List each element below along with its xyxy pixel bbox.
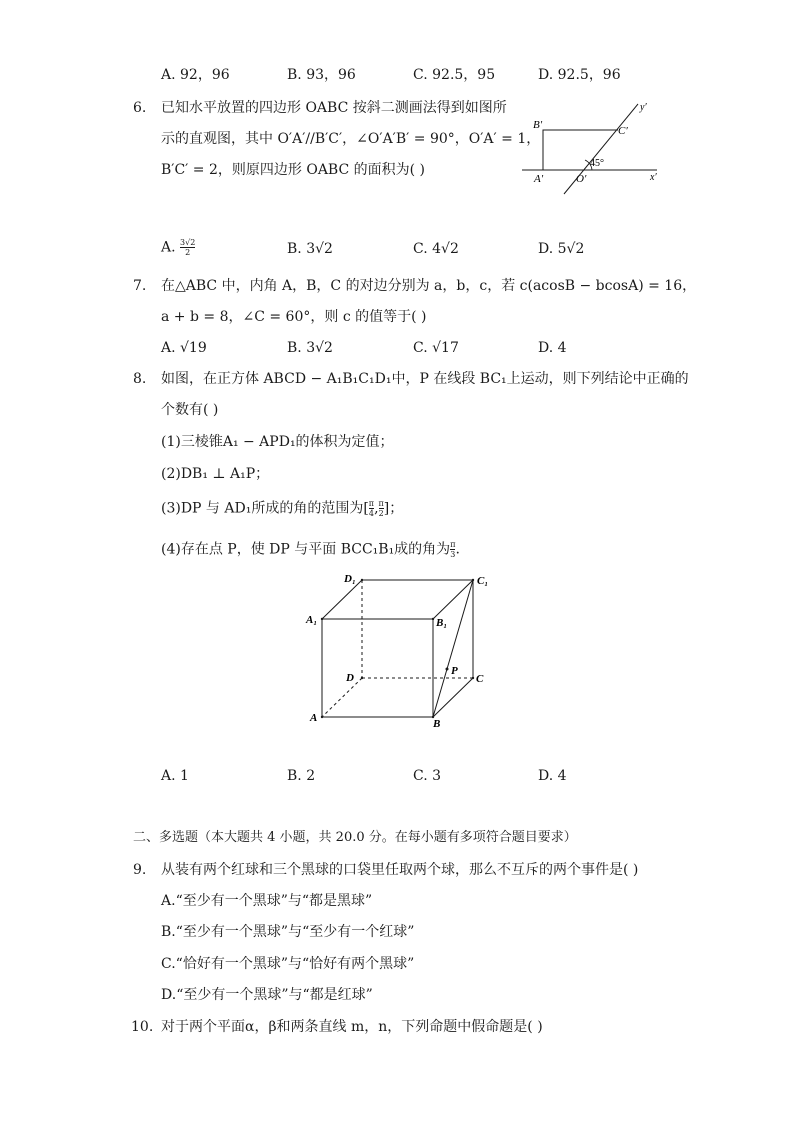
q10-number: 10.	[131, 1019, 154, 1035]
q5-option-c: C. 92.5，95	[413, 67, 496, 83]
q8-stem-line1: 如图，在正方体 ABCD − A₁B₁C₁D₁中，P 在线段 BC₁上运动，则下列结论中正确的	[161, 371, 689, 387]
label-d: D	[346, 672, 354, 684]
label-y: y′	[640, 102, 647, 113]
label-x: x′	[650, 172, 657, 183]
q8-option-a: A. 1	[161, 768, 189, 784]
fraction: $\frac{\pi}{4}$	[368, 499, 375, 518]
q7-number: 7.	[133, 278, 147, 294]
label-c: C′	[618, 125, 628, 137]
q9-stem: 从装有两个红球和三个黑球的口袋里任取两个球，那么不互斥的两个事件是( )	[161, 862, 639, 878]
q9-number: 9.	[133, 862, 147, 878]
vertex-dot	[321, 618, 323, 620]
q9-option-a: A.“至少有一个黑球”与“都是黑球”	[161, 893, 373, 909]
vertex-dot	[321, 716, 323, 718]
q8-statement-3: (3)DP 与 AD₁所成的角的范围为[ $\frac{\pi}{4}$ , $\frac{\pi}{2}$ ]；	[161, 499, 404, 518]
q6-stem-line3: B′C′ = 2，则原四边形 OABC 的面积为( )	[161, 162, 426, 178]
q6-number: 6.	[133, 100, 147, 116]
q6-option-d: D. 5√2	[538, 241, 585, 257]
label-angle: 45°	[590, 158, 604, 169]
fraction: $\frac{\pi}{2}$	[378, 499, 384, 518]
q5-option-b: B. 93，96	[287, 67, 356, 83]
q7-stem-line1: 在△ABC 中，内角 A，B，C 的对边分别为 a，b，c，若 c(acosB − bcosA) = 16，	[161, 278, 697, 294]
point-p-dot	[446, 668, 449, 671]
q8-stem-line2: 个数有( )	[161, 402, 219, 418]
front-face	[322, 619, 433, 717]
q5-option-a: A. 92，96	[161, 67, 230, 83]
q6-option-a: A. $\frac{3√2}{2}$	[161, 238, 196, 257]
cube-figure	[300, 568, 500, 733]
label-d1: D₁	[344, 573, 356, 585]
vertex-dot	[472, 579, 474, 581]
label-c1: C₁	[477, 575, 489, 587]
edge-d-a	[322, 678, 362, 717]
label-c: C	[476, 673, 484, 685]
label-b1: B₁	[436, 617, 448, 629]
label-b: B	[433, 718, 441, 730]
q6-option-c: C. 4√2	[413, 241, 459, 257]
vertex-dot	[432, 618, 434, 620]
section-heading: 二、多选题（本大题共 4 小题，共 20.0 分。在每小题有多项符合题目要求）	[133, 830, 577, 845]
label-a1: A₁	[306, 614, 318, 626]
q7-option-a: A. √19	[161, 340, 207, 356]
label-a: A	[310, 712, 318, 724]
q8-option-c: C. 3	[413, 768, 442, 784]
trapezoid-edges	[543, 130, 618, 170]
q7-option-c: C. √17	[413, 340, 459, 356]
edge-d1-a1	[322, 580, 362, 619]
q8-statement-1: (1)三棱锥A₁ − APD₁的体积为定值；	[161, 434, 394, 450]
fraction: $\frac{3√2}{2}$	[180, 238, 196, 257]
label-a: A′	[534, 173, 544, 185]
q6-figure	[512, 96, 672, 196]
q6-stem-line1: 已知水平放置的四边形 OABC 按斜二测画法得到如图所	[161, 100, 507, 116]
q6-stem-line2: 示的直观图，其中 O′A′//B′C′，∠O′A′B′ = 90°，O′A′ = 1，	[161, 131, 541, 147]
q6-option-b: B. 3√2	[287, 241, 333, 257]
q8-option-d: D. 4	[538, 768, 567, 784]
q9-option-b: B.“至少有一个黑球”与“至少有一个红球”	[161, 924, 415, 940]
q10-stem: 对于两个平面α，β和两条直线 m，n，下列命题中假命题是( )	[161, 1019, 543, 1035]
q8-number: 8.	[133, 371, 147, 387]
q8-statement-2: (2)DB₁ ⊥ A₁P；	[161, 466, 270, 482]
q7-option-b: B. 3√2	[287, 340, 333, 356]
q7-stem-line2: a + b = 8，∠C = 60°，则 c 的值等于( )	[161, 309, 427, 325]
vertex-dot	[361, 579, 363, 581]
vertex-dot	[472, 677, 474, 679]
label-o: O′	[576, 173, 587, 185]
vertex-dot	[361, 677, 363, 679]
q9-option-c: C.“恰好有一个黑球”与“恰好有两个黑球”	[161, 956, 415, 972]
q8-option-b: B. 2	[287, 768, 316, 784]
segment-bc1	[433, 580, 473, 717]
fraction: $\frac{\pi}{3}$	[450, 540, 456, 559]
q5-option-d: D. 92.5，96	[538, 67, 621, 83]
label-b: B′	[533, 119, 543, 131]
q7-option-d: D. 4	[538, 340, 567, 356]
label-p: P	[451, 665, 458, 677]
q9-option-d: D.“至少有一个黑球”与“都是红球”	[161, 987, 373, 1003]
q8-statement-4: (4)存在点 P，使 DP 与平面 BCC₁B₁成的角为 $\frac{\pi}{3}$ .	[161, 540, 460, 559]
